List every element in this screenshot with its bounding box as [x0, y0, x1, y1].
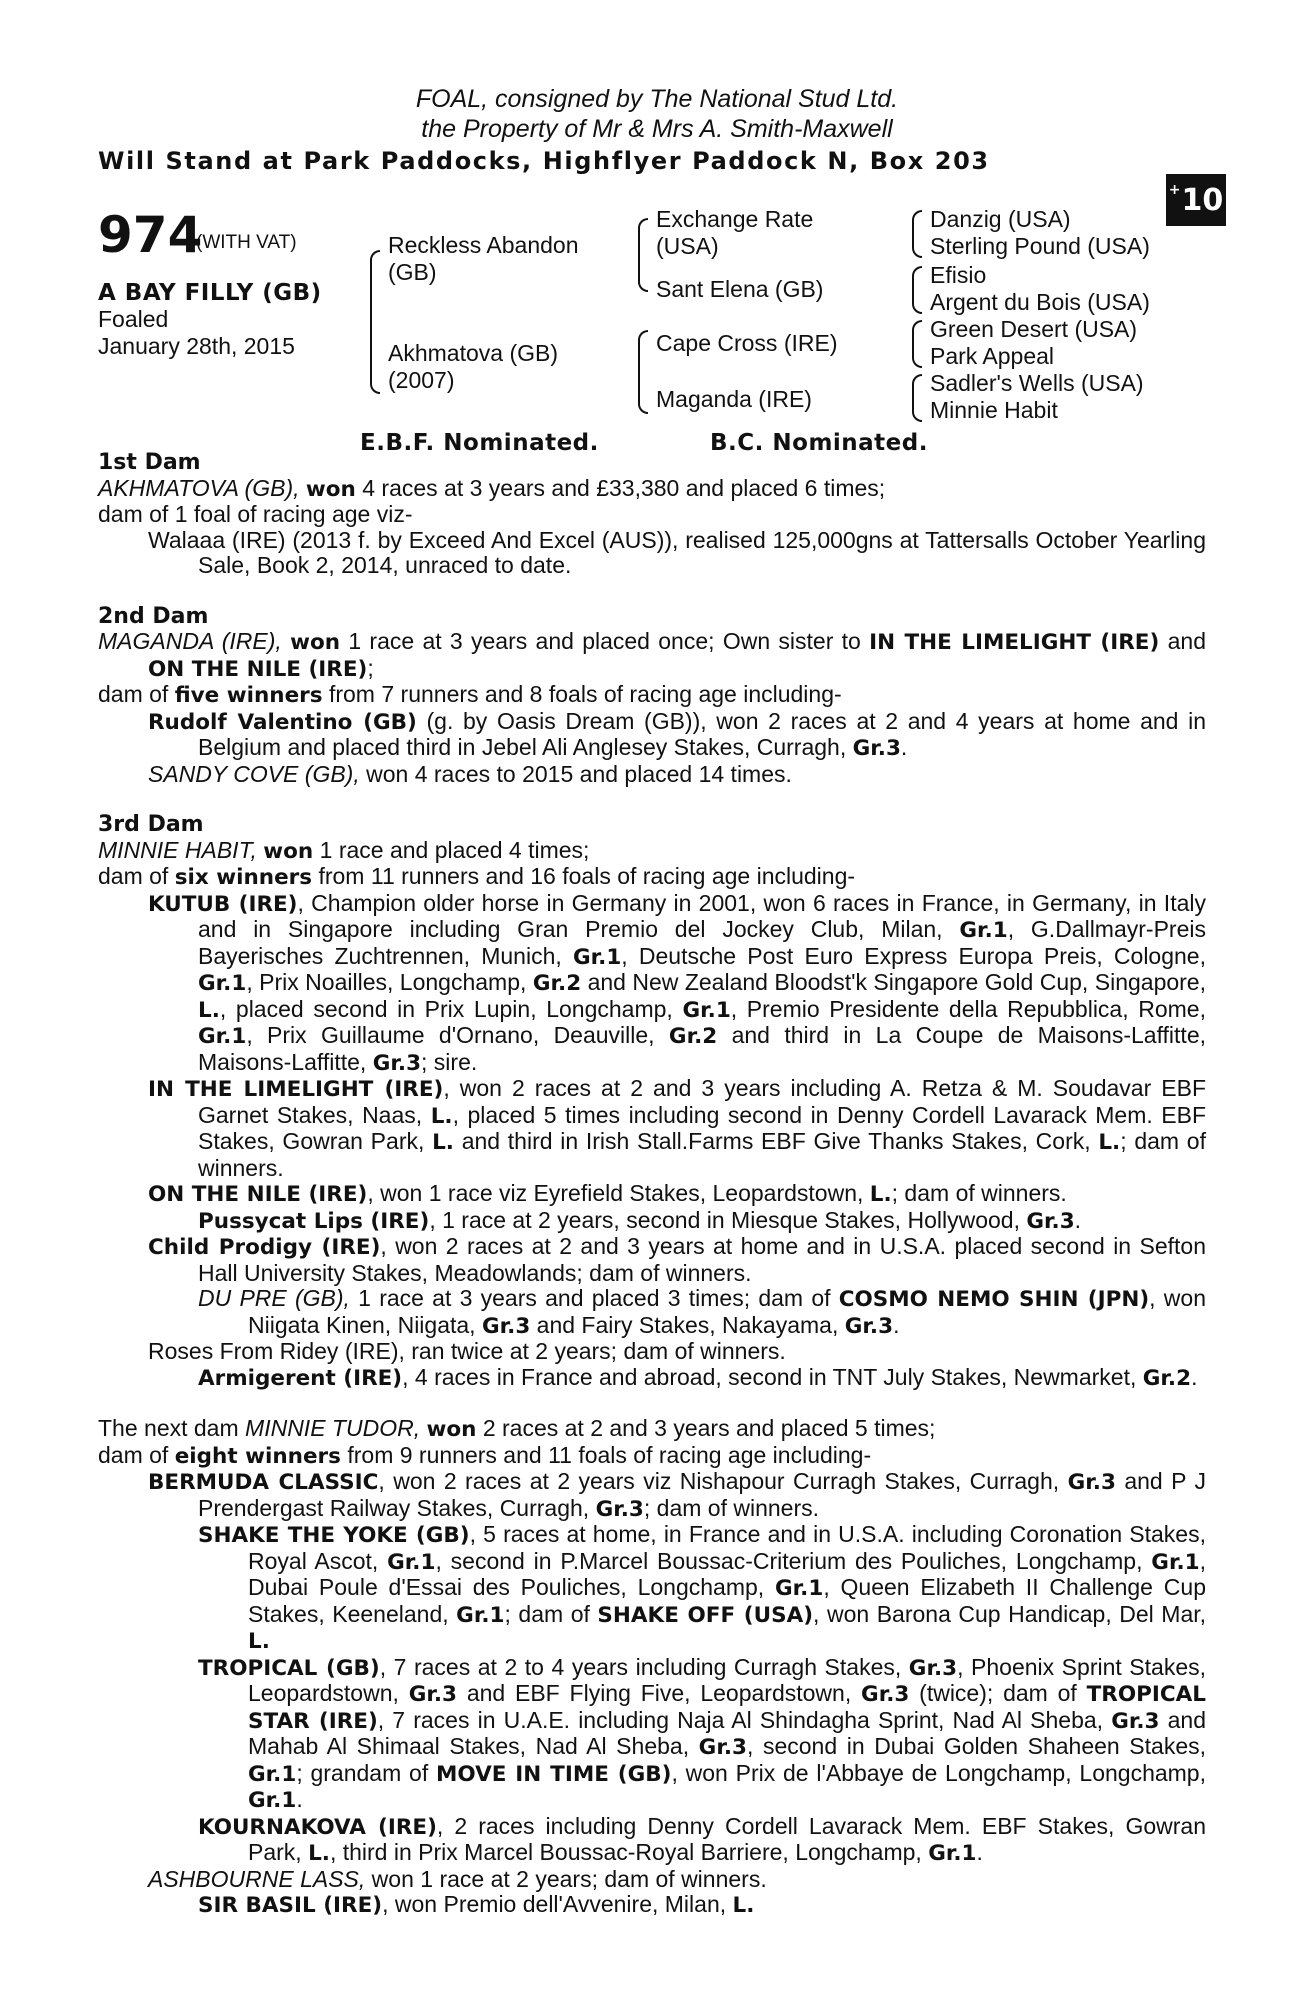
fourth-gen-3: Green Desert (USA) Park Appeal: [930, 316, 1138, 369]
badge-plus: +: [1168, 182, 1181, 198]
brace-3: [912, 320, 922, 368]
vat-note: (WITH VAT): [196, 232, 297, 253]
dam-line-brace: [638, 330, 648, 414]
consignor-line: FOAL, consigned by The National Stud Ltd.: [415, 85, 899, 113]
fourth-gen-1: Danzig (USA) Sterling Pound (USA): [930, 206, 1150, 259]
sire-dam: Sant Elena (GB): [656, 276, 824, 302]
foaled-info: [98, 306, 295, 360]
third-dam-heading: 3rd Dam: [98, 812, 204, 837]
second-dam-produce: Rudolf Valentino (GB) (g. by Oasis Dream (GB)), won 2 races at 2 and 4 years at home and in Belgium and placed third in Jebel Ali Anglesey Stakes, Curragh, Gr.3.: [148, 707, 1207, 761]
first-dam-record: AKHMATOVA (GB), won 4 races at 3 years and £33,380 and placed 6 times;: [98, 474, 886, 502]
bc-nominated: B.C. Nominated.: [710, 430, 928, 456]
dam-dam: Maganda (IRE): [656, 386, 812, 412]
next-dam-record: The next dam MINNIE TUDOR, won 2 races at 2 and 3 years and placed 5 times;: [98, 1415, 936, 1442]
brace-1: [912, 210, 922, 258]
day-badge: [1166, 174, 1226, 226]
sire-line-brace: [638, 218, 648, 292]
fourth-gen-2: Efisio Argent du Bois (USA): [930, 262, 1150, 315]
second-dam-heading: 2nd Dam: [98, 603, 209, 629]
first-dam-produce: Walaaa (IRE) (2013 f. by Exceed And Excel (AUS)), realised 125,000gns at Tattersalls October Yearling Sale, Book 2, 2014, unraced to date.: [148, 526, 1206, 578]
third-dam-record: MINNIE HABIT, won 1 race and placed 4 times;: [98, 836, 590, 864]
dam: Akhmatova (GB) (2007): [388, 340, 558, 393]
sire: Reckless Abandon (GB): [388, 232, 579, 285]
foaled-date: January 28th, 2015: [98, 333, 295, 359]
sire-dam-brace: [370, 250, 380, 394]
brace-2: [912, 266, 922, 314]
first-dam-heading: 1st Dam: [98, 450, 201, 475]
brace-4: [912, 374, 922, 422]
stabling-line: Will Stand at Park Paddocks, Highflyer Paddock N, Box 203: [98, 147, 990, 175]
lot-number: 974: [98, 206, 203, 264]
sire-sire: Exchange Rate (USA): [656, 206, 814, 259]
produce-record: 1st Dam AKHMATOVA (GB), won 4 races at 3 years and £33,380 and placed 6 times; dam of 1 foal of racing age viz- Walaaa (IRE) (2013 f. by Exceed And Excel (AUS)), realised 125,000gns at Tattersalls October Yearling Sale, Book 2, 2014, unraced to date. 2nd Dam MAGANDA (IRE), won 1 race at 3 years and placed once; Own sister to IN THE LIMELIGHT (IRE) and ON THE NILE (IRE); dam of five winners from 7 runners and 8 foals of racing age including- Rudolf Valentino (GB) (g. by Oasis Dream (GB)), won 2 races at 2 and 4 years at home and in Belgium and placed third in Jebel Ali Anglesey Stakes, Curragh, Gr.3. SANDY COVE (GB), won 4 races to 2015 and placed 14 times. 3rd Dam MINNIE HABIT, won 1 race and placed 4 times; dam of six winners from 11 runners and 16 foals of racing age including- KUTUB (IRE), Champion older horse in Germany in 2001, won 6 races in France, in Germany, in Italy and in Singapore including Gran Premio del Jockey Club, Milan, Gr.1, G.Dallmayr-Preis Bayerisches Zuchtrennen, Munich, Gr.1, Deutsche Post Euro Express Europa Preis, Cologne, Gr.1, Prix Noailles, Longchamp, Gr.2 and New Zealand Bloodst'k Singapore Gold Cup, Singapore, L., placed second in Prix Lupin, Longchamp, Gr.1, Premio Presidente della Repubblica, Rome, Gr.1, Prix Guillaume d'Ornano, Deauville, Gr.2 and third in La Coupe de Maisons-Laffitte, Maisons-Laffitte, Gr.3; sire. IN THE LIMELIGHT (IRE), won 2 races at 2 and 3 years including A. Retza & M. Soudavar EBF Garnet Stakes, Naas, L., placed 5 times including second in Denny Cordell Lavarack Mem. EBF Stakes, Gowran Park, L. and third in Irish Stall.Farms EBF Give Thanks Stakes, Cork, L.; dam of winners. ON THE NILE (IRE), won 1 race viz Eyrefield Stakes, Leopardstown, L.; dam of winners. Pussycat Lips (IRE), 1 race at 2 years, second in Miesque Stakes, Hollywood, Gr.3. Child Prodigy (IRE), won 2 races at 2 and 3 years at home and in U.S.A. placed second in Sefton Hall University Stakes, Meadowlands; dam of winners. DU PRE (GB), 1 race at 3 years and placed 3 times; dam of COSMO NEMO SHIN (JPN), won Niigata Kinen, Niigata, Gr.3 and Fairy Stakes, Nakayama, Gr.3. Roses From Ridey (IRE), ran twice at 2 years; dam of winners. Armigerent (IRE), 4 races in France and abroad, second in TNT July Stakes, Newmarket, Gr.2. The next dam MINNIE TUDOR, won 2 races at 2 and 3 years and placed 5 times; dam of eight winners from 9 runners and 11 foals of racing age including- BERMUDA CLASSIC, won 2 races at 2 years viz Nishapour Curragh Stakes, Curragh, Gr.3 and P J Prendergast Railway Stakes, Curragh, Gr.3; dam of winners. SHAKE THE YOKE (GB), 5 races at home, in France and in U.S.A. including Coronation Stakes, Royal Ascot, Gr.1, second in P.Marcel Boussac-Criterium des Pouliches, Longchamp, Gr.1, Dubai Poule d'Essai des Pouliches, Longchamp, Gr.1, Queen Elizabeth II Challenge Cup Stakes, Keeneland, Gr.1; dam of SHAKE OFF (USA), won Barona Cup Handicap, Del Mar, L. TROPICAL (GB), 7 races at 2 to 4 years including Curragh Stakes, Gr.3, Phoenix Sprint Stakes, Leopardstown, Gr.3 and EBF Flying Five, Leopardstown, Gr.3 (twice); dam of TROPICAL STAR (IRE), 7 races in U.A.E. including Naja Al Shindagha Sprint, Nad Al Sheba, Gr.3 and Mahab Al Shimaal Stakes, Nad Al Sheba, Gr.3, second in Dubai Golden Shaheen Stakes, Gr.1; grandam of MOVE IN TIME (GB), won Prix de l'Abbaye de Longchamp, Longchamp, Gr.1. KOURNAKOVA (IRE), 2 races including Denny Cordell Lavarack Mem. EBF Stakes, Gowran Park, L., third in Prix Marcel Boussac-Royal Barriere, Longchamp, Gr.1. ASHBOURNE LASS, won 1 race at 2 years; dam of winners. SIR BASIL (IRE), won Premio dell'Avvenire, Milan, L.: [98, 450, 1207, 1918]
foaled-label: Foaled: [98, 306, 169, 332]
badge-number: 10: [1181, 182, 1224, 218]
second-dam-record: MAGANDA (IRE), won 1 race at 3 years and placed once; Own sister to IN THE LIMELIGHT (IRE) and ON THE NILE (IRE);: [98, 628, 1206, 682]
fourth-gen-4: Sadler's Wells (USA) Minnie Habit: [930, 370, 1144, 423]
dam-sire: Cape Cross (IRE): [656, 330, 838, 356]
horse-name: A BAY FILLY (GB): [98, 280, 322, 306]
owner-line: the Property of Mr & Mrs A. Smith-Maxwell: [421, 115, 893, 143]
ebf-nominated: E.B.F. Nominated.: [360, 430, 599, 456]
